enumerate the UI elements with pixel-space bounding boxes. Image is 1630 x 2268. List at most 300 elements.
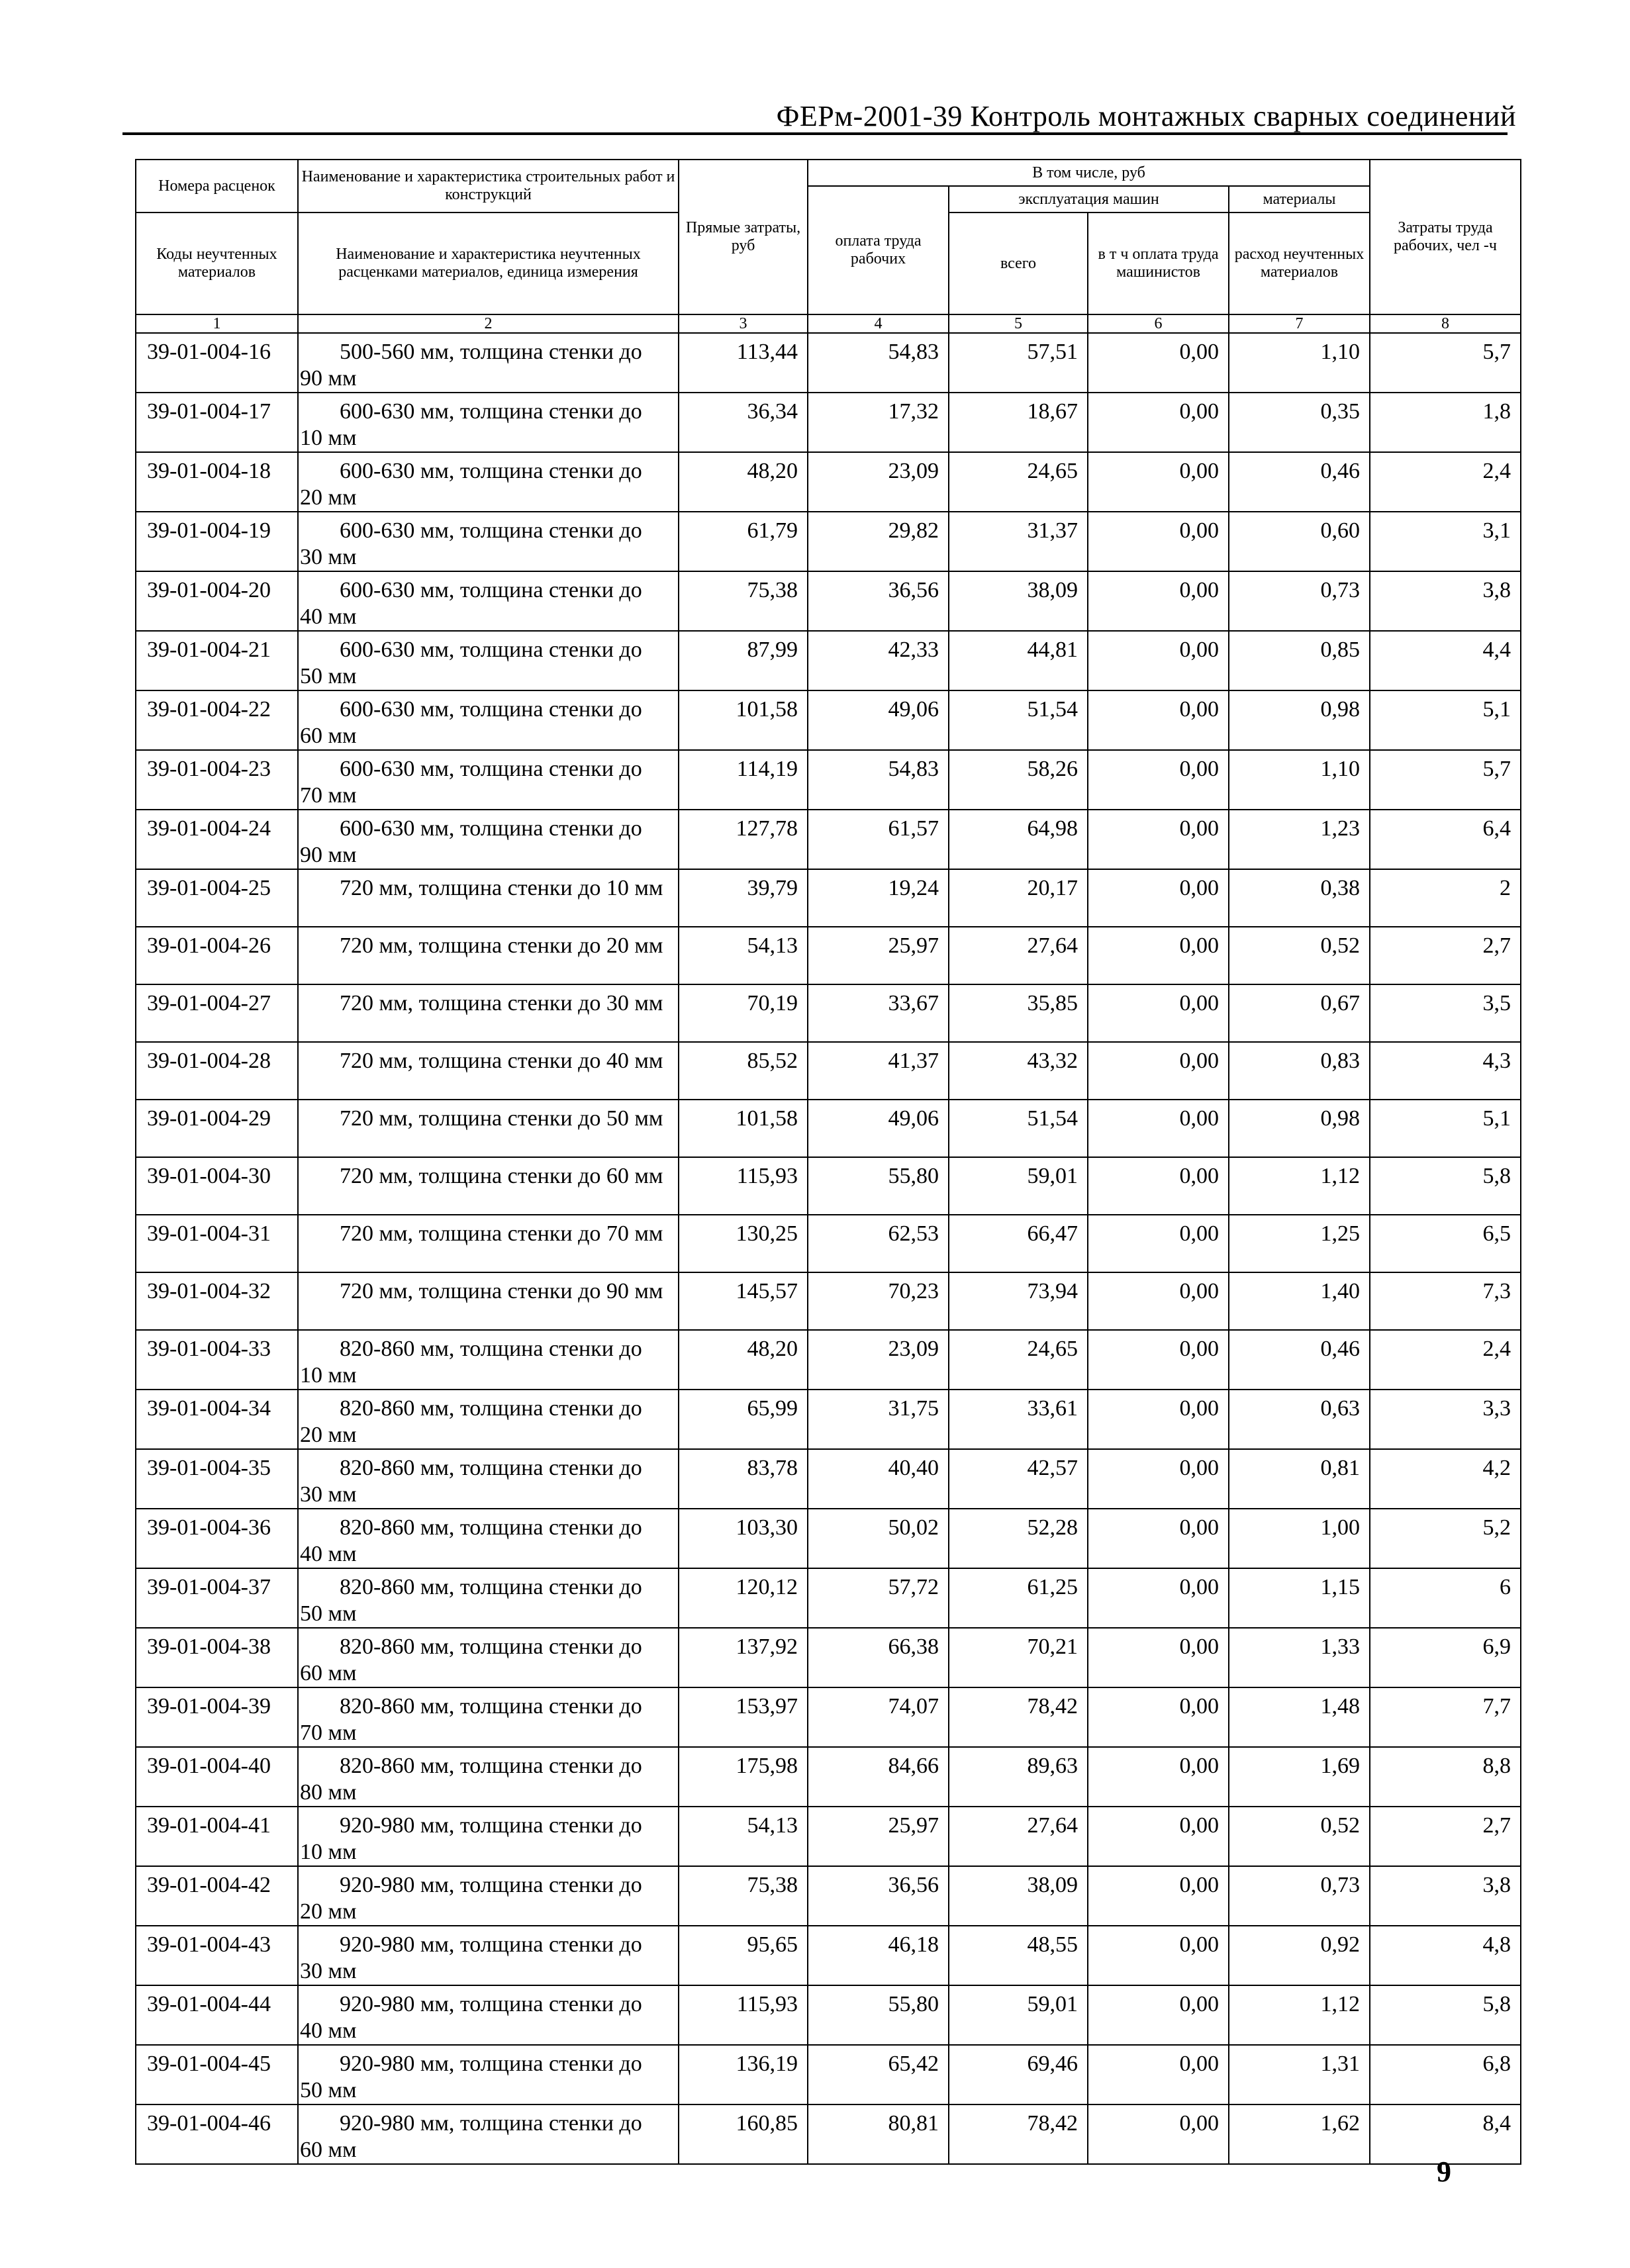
materials-value: 1,48 [1229,1687,1370,1747]
materials-value: 1,00 [1229,1509,1370,1568]
wages-value: 84,66 [808,1747,949,1807]
materials-value: 1,15 [1229,1568,1370,1628]
header-wages: оплата труда рабочих [808,186,949,314]
rate-code: 39-01-004-46 [136,2104,298,2164]
materials-value: 0,73 [1229,571,1370,631]
machines-total-value: 78,42 [949,1687,1088,1747]
rate-code: 39-01-004-16 [136,333,298,393]
machines-total-value: 78,42 [949,2104,1088,2164]
labor-value: 5,8 [1370,1157,1521,1215]
labor-value: 5,2 [1370,1509,1521,1568]
rate-code: 39-01-004-24 [136,810,298,869]
materials-value: 0,67 [1229,984,1370,1042]
table-row [136,690,1521,750]
materials-value: 1,62 [1229,2104,1370,2164]
wages-value: 70,23 [808,1272,949,1330]
machinists-wages-value: 0,00 [1088,1687,1229,1747]
machinists-wages-value: 0,00 [1088,984,1229,1042]
wages-value: 49,06 [808,1100,949,1157]
header-machinists-wages: в т ч оплата труда машинистов [1088,213,1229,314]
table-header [136,160,1521,333]
labor-value: 5,7 [1370,333,1521,393]
machinists-wages-value: 0,00 [1088,512,1229,571]
rate-code: 39-01-004-42 [136,1866,298,1926]
table-row [136,2104,1521,2164]
labor-value: 4,3 [1370,1042,1521,1100]
wages-value: 25,97 [808,927,949,984]
work-description: 600-630 мм, толщина стенки до 10 мм [298,393,679,452]
column-number: 4 [808,314,949,333]
machinists-wages-value: 0,00 [1088,2104,1229,2164]
materials-value: 0,98 [1229,690,1370,750]
materials-value: 0,60 [1229,512,1370,571]
header-machines: эксплуатация машин [949,186,1229,213]
work-description: 820-860 мм, толщина стенки до 70 мм [298,1687,679,1747]
header-including: В том числе, руб [808,160,1370,186]
labor-value: 3,3 [1370,1390,1521,1449]
materials-value: 0,35 [1229,393,1370,452]
work-description: 720 мм, толщина стенки до 40 мм [298,1042,679,1100]
header-name: Наименование и характеристика строительных работ и конструкций [298,160,679,213]
machinists-wages-value: 0,00 [1088,1100,1229,1157]
materials-value: 1,33 [1229,1628,1370,1687]
direct-costs-value: 160,85 [679,2104,808,2164]
wages-value: 54,83 [808,333,949,393]
direct-costs-value: 115,93 [679,1157,808,1215]
machinists-wages-value: 0,00 [1088,1509,1229,1568]
work-description: 720 мм, толщина стенки до 20 мм [298,927,679,984]
table-row [136,750,1521,810]
header-labor: Затраты труда рабочих, чел -ч [1370,160,1521,314]
wages-value: 23,09 [808,1330,949,1390]
work-description: 600-630 мм, толщина стенки до 20 мм [298,452,679,512]
work-description: 600-630 мм, толщина стенки до 70 мм [298,750,679,810]
machinists-wages-value: 0,00 [1088,1330,1229,1390]
materials-value: 0,52 [1229,927,1370,984]
labor-value: 8,8 [1370,1747,1521,1807]
labor-value: 5,1 [1370,690,1521,750]
labor-value: 4,2 [1370,1449,1521,1509]
labor-value: 7,7 [1370,1687,1521,1747]
machinists-wages-value: 0,00 [1088,869,1229,927]
table-row [136,393,1521,452]
work-description: 720 мм, толщина стенки до 70 мм [298,1215,679,1272]
direct-costs-value: 113,44 [679,333,808,393]
column-number: 1 [136,314,298,333]
labor-value: 2,7 [1370,927,1521,984]
direct-costs-value: 101,58 [679,1100,808,1157]
work-description: 820-860 мм, толщина стенки до 40 мм [298,1509,679,1568]
table-row [136,1866,1521,1926]
table-row [136,927,1521,984]
table-body [136,333,1521,2164]
machinists-wages-value: 0,00 [1088,631,1229,690]
table-row [136,1687,1521,1747]
labor-value: 7,3 [1370,1272,1521,1330]
work-description: 920-980 мм, толщина стенки до 20 мм [298,1866,679,1926]
work-description: 820-860 мм, толщина стенки до 60 мм [298,1628,679,1687]
rate-code: 39-01-004-43 [136,1926,298,1985]
machinists-wages-value: 0,00 [1088,1042,1229,1100]
labor-value: 5,1 [1370,1100,1521,1157]
machinists-wages-value: 0,00 [1088,1926,1229,1985]
work-description: 820-860 мм, толщина стенки до 50 мм [298,1568,679,1628]
work-description: 720 мм, толщина стенки до 50 мм [298,1100,679,1157]
work-description: 920-980 мм, толщина стенки до 40 мм [298,1985,679,2045]
table-row [136,631,1521,690]
labor-value: 2,4 [1370,1330,1521,1390]
rate-code: 39-01-004-31 [136,1215,298,1272]
machines-total-value: 58,26 [949,750,1088,810]
machines-total-value: 27,64 [949,927,1088,984]
header-row-1 [136,160,1521,186]
table-row [136,1568,1521,1628]
labor-value: 6,9 [1370,1628,1521,1687]
direct-costs-value: 145,57 [679,1272,808,1330]
header-codes: Коды неучтенных материалов [136,213,298,314]
machinists-wages-value: 0,00 [1088,927,1229,984]
wages-value: 46,18 [808,1926,949,1985]
work-description: 600-630 мм, толщина стенки до 30 мм [298,512,679,571]
table-row [136,1215,1521,1272]
machines-total-value: 31,37 [949,512,1088,571]
table-row [136,869,1521,927]
table-row [136,1042,1521,1100]
labor-value: 3,5 [1370,984,1521,1042]
machinists-wages-value: 0,00 [1088,571,1229,631]
wages-value: 55,80 [808,1157,949,1215]
labor-value: 6,8 [1370,2045,1521,2104]
machines-total-value: 35,85 [949,984,1088,1042]
table-row [136,452,1521,512]
rate-code: 39-01-004-20 [136,571,298,631]
materials-value: 0,85 [1229,631,1370,690]
rate-code: 39-01-004-37 [136,1568,298,1628]
direct-costs-value: 61,79 [679,512,808,571]
machines-total-value: 42,57 [949,1449,1088,1509]
machinists-wages-value: 0,00 [1088,1568,1229,1628]
table-row [136,1157,1521,1215]
title-underline [122,132,1508,135]
table-row [136,1926,1521,1985]
rate-code: 39-01-004-23 [136,750,298,810]
direct-costs-value: 54,13 [679,927,808,984]
header-column-numbers [136,314,1521,333]
machinists-wages-value: 0,00 [1088,1272,1229,1330]
wages-value: 36,56 [808,1866,949,1926]
machines-total-value: 44,81 [949,631,1088,690]
wages-value: 36,56 [808,571,949,631]
rate-code: 39-01-004-36 [136,1509,298,1568]
wages-value: 17,32 [808,393,949,452]
rate-code: 39-01-004-34 [136,1390,298,1449]
direct-costs-value: 70,19 [679,984,808,1042]
machinists-wages-value: 0,00 [1088,1807,1229,1866]
machines-total-value: 20,17 [949,869,1088,927]
column-number: 5 [949,314,1088,333]
machinists-wages-value: 0,00 [1088,1449,1229,1509]
machinists-wages-value: 0,00 [1088,393,1229,452]
materials-value: 0,81 [1229,1449,1370,1509]
materials-value: 0,63 [1229,1390,1370,1449]
work-description: 820-860 мм, толщина стенки до 20 мм [298,1390,679,1449]
rate-code: 39-01-004-29 [136,1100,298,1157]
materials-value: 0,73 [1229,1866,1370,1926]
rate-code: 39-01-004-33 [136,1330,298,1390]
direct-costs-value: 175,98 [679,1747,808,1807]
table-row [136,571,1521,631]
labor-value: 4,4 [1370,631,1521,690]
table-row [136,1272,1521,1330]
labor-value: 1,8 [1370,393,1521,452]
direct-costs-value: 103,30 [679,1509,808,1568]
direct-costs-value: 85,52 [679,1042,808,1100]
direct-costs-value: 127,78 [679,810,808,869]
labor-value: 6 [1370,1568,1521,1628]
machinists-wages-value: 0,00 [1088,750,1229,810]
rate-code: 39-01-004-40 [136,1747,298,1807]
machines-total-value: 51,54 [949,690,1088,750]
wages-value: 49,06 [808,690,949,750]
wages-value: 66,38 [808,1628,949,1687]
work-description: 500-560 мм, толщина стенки до 90 мм [298,333,679,393]
work-description: 600-630 мм, толщина стенки до 40 мм [298,571,679,631]
table-row [136,1330,1521,1390]
rate-code: 39-01-004-27 [136,984,298,1042]
materials-value: 0,83 [1229,1042,1370,1100]
table-row [136,1100,1521,1157]
wages-value: 31,75 [808,1390,949,1449]
wages-value: 65,42 [808,2045,949,2104]
machines-total-value: 52,28 [949,1509,1088,1568]
labor-value: 4,8 [1370,1926,1521,1985]
labor-value: 6,4 [1370,810,1521,869]
work-description: 600-630 мм, толщина стенки до 50 мм [298,631,679,690]
table-row [136,512,1521,571]
machines-total-value: 57,51 [949,333,1088,393]
table-row [136,1985,1521,2045]
machinists-wages-value: 0,00 [1088,1215,1229,1272]
direct-costs-value: 115,93 [679,1985,808,2045]
work-description: 600-630 мм, толщина стенки до 90 мм [298,810,679,869]
direct-costs-value: 75,38 [679,1866,808,1926]
machines-total-value: 73,94 [949,1272,1088,1330]
wages-value: 62,53 [808,1215,949,1272]
machines-total-value: 69,46 [949,2045,1088,2104]
machines-total-value: 59,01 [949,1985,1088,2045]
machines-total-value: 61,25 [949,1568,1088,1628]
column-number: 8 [1370,314,1521,333]
direct-costs-value: 87,99 [679,631,808,690]
direct-costs-value: 137,92 [679,1628,808,1687]
wages-value: 61,57 [808,810,949,869]
direct-costs-value: 54,13 [679,1807,808,1866]
work-description: 820-860 мм, толщина стенки до 30 мм [298,1449,679,1509]
machinists-wages-value: 0,00 [1088,452,1229,512]
machines-total-value: 18,67 [949,393,1088,452]
labor-value: 3,8 [1370,571,1521,631]
wages-value: 80,81 [808,2104,949,2164]
machinists-wages-value: 0,00 [1088,1390,1229,1449]
direct-costs-value: 101,58 [679,690,808,750]
work-description: 920-980 мм, толщина стенки до 10 мм [298,1807,679,1866]
materials-value: 1,25 [1229,1215,1370,1272]
wages-value: 33,67 [808,984,949,1042]
work-description: 920-980 мм, толщина стенки до 60 мм [298,2104,679,2164]
labor-value: 3,8 [1370,1866,1521,1926]
materials-value: 1,12 [1229,1985,1370,2045]
direct-costs-value: 120,12 [679,1568,808,1628]
rate-code: 39-01-004-44 [136,1985,298,2045]
wages-value: 19,24 [808,869,949,927]
labor-value: 2 [1370,869,1521,927]
rate-code: 39-01-004-19 [136,512,298,571]
rate-code: 39-01-004-17 [136,393,298,452]
labor-value: 6,5 [1370,1215,1521,1272]
wages-value: 23,09 [808,452,949,512]
direct-costs-value: 83,78 [679,1449,808,1509]
wages-value: 57,72 [808,1568,949,1628]
document-title: ФЕРм-2001-39 Контроль монтажных сварных соединений [776,100,1516,132]
work-description: 920-980 мм, толщина стенки до 30 мм [298,1926,679,1985]
materials-value: 1,40 [1229,1272,1370,1330]
rate-code: 39-01-004-39 [136,1687,298,1747]
machines-total-value: 64,98 [949,810,1088,869]
work-description: 820-860 мм, толщина стенки до 80 мм [298,1747,679,1807]
page-number: 9 [1437,2155,1451,2188]
work-description: 600-630 мм, толщина стенки до 60 мм [298,690,679,750]
machines-total-value: 38,09 [949,1866,1088,1926]
table-row [136,1390,1521,1449]
wages-value: 41,37 [808,1042,949,1100]
rate-code: 39-01-004-26 [136,927,298,984]
direct-costs-value: 114,19 [679,750,808,810]
machinists-wages-value: 0,00 [1088,333,1229,393]
column-number: 7 [1229,314,1370,333]
header-unaccounted: Наименование и характеристика неучтенных расценками материалов, единица измерения [298,213,679,314]
machines-total-value: 48,55 [949,1926,1088,1985]
rate-code: 39-01-004-18 [136,452,298,512]
materials-value: 1,12 [1229,1157,1370,1215]
table-row [136,1747,1521,1807]
work-description: 920-980 мм, толщина стенки до 50 мм [298,2045,679,2104]
work-description: 720 мм, толщина стенки до 30 мм [298,984,679,1042]
machines-total-value: 24,65 [949,1330,1088,1390]
labor-value: 5,8 [1370,1985,1521,2045]
rate-code: 39-01-004-32 [136,1272,298,1330]
wages-value: 25,97 [808,1807,949,1866]
direct-costs-value: 75,38 [679,571,808,631]
materials-value: 0,38 [1229,869,1370,927]
labor-value: 5,7 [1370,750,1521,810]
machines-total-value: 59,01 [949,1157,1088,1215]
table-row [136,984,1521,1042]
materials-value: 0,52 [1229,1807,1370,1866]
materials-value: 0,92 [1229,1926,1370,1985]
header-machines-total: всего [949,213,1088,314]
rate-code: 39-01-004-22 [136,690,298,750]
wages-value: 74,07 [808,1687,949,1747]
wages-value: 42,33 [808,631,949,690]
rate-code: 39-01-004-30 [136,1157,298,1215]
column-number: 6 [1088,314,1229,333]
column-number: 2 [298,314,679,333]
machinists-wages-value: 0,00 [1088,2045,1229,2104]
header-direct-costs: Прямые затраты, руб [679,160,808,314]
rate-code: 39-01-004-25 [136,869,298,927]
materials-value: 1,10 [1229,750,1370,810]
materials-value: 1,31 [1229,2045,1370,2104]
work-description: 720 мм, толщина стенки до 90 мм [298,1272,679,1330]
column-number: 3 [679,314,808,333]
machines-total-value: 51,54 [949,1100,1088,1157]
table-row [136,1628,1521,1687]
machinists-wages-value: 0,00 [1088,1866,1229,1926]
table-row [136,333,1521,393]
labor-value: 8,4 [1370,2104,1521,2164]
table-row [136,1509,1521,1568]
rate-code: 39-01-004-38 [136,1628,298,1687]
wages-value: 29,82 [808,512,949,571]
machines-total-value: 38,09 [949,571,1088,631]
wages-value: 50,02 [808,1509,949,1568]
direct-costs-value: 153,97 [679,1687,808,1747]
machinists-wages-value: 0,00 [1088,1628,1229,1687]
materials-value: 1,10 [1229,333,1370,393]
wages-value: 55,80 [808,1985,949,2045]
materials-value: 1,69 [1229,1747,1370,1807]
direct-costs-value: 48,20 [679,452,808,512]
machines-total-value: 33,61 [949,1390,1088,1449]
machines-total-value: 70,21 [949,1628,1088,1687]
direct-costs-value: 36,34 [679,393,808,452]
machinists-wages-value: 0,00 [1088,810,1229,869]
materials-value: 0,46 [1229,452,1370,512]
machinists-wages-value: 0,00 [1088,1157,1229,1215]
rate-code: 39-01-004-21 [136,631,298,690]
work-description: 820-860 мм, толщина стенки до 10 мм [298,1330,679,1390]
machinists-wages-value: 0,00 [1088,1985,1229,2045]
header-materials-consumption: расход неучтенных материалов [1229,213,1370,314]
rate-code: 39-01-004-45 [136,2045,298,2104]
machines-total-value: 43,32 [949,1042,1088,1100]
machines-total-value: 89,63 [949,1747,1088,1807]
direct-costs-value: 95,65 [679,1926,808,1985]
table-row [136,2045,1521,2104]
labor-value: 2,4 [1370,452,1521,512]
work-description: 720 мм, толщина стенки до 60 мм [298,1157,679,1215]
table-row [136,810,1521,869]
machinists-wages-value: 0,00 [1088,690,1229,750]
direct-costs-value: 65,99 [679,1390,808,1449]
rate-code: 39-01-004-41 [136,1807,298,1866]
labor-value: 3,1 [1370,512,1521,571]
rate-code: 39-01-004-35 [136,1449,298,1509]
direct-costs-value: 130,25 [679,1215,808,1272]
labor-value: 2,7 [1370,1807,1521,1866]
table-row [136,1449,1521,1509]
machinists-wages-value: 0,00 [1088,1747,1229,1807]
table-row [136,1807,1521,1866]
header-materials: материалы [1229,186,1370,213]
rates-table [135,159,1521,2165]
materials-value: 1,23 [1229,810,1370,869]
wages-value: 54,83 [808,750,949,810]
header-numbers: Номера расценок [136,160,298,213]
materials-value: 0,46 [1229,1330,1370,1390]
machines-total-value: 66,47 [949,1215,1088,1272]
wages-value: 40,40 [808,1449,949,1509]
